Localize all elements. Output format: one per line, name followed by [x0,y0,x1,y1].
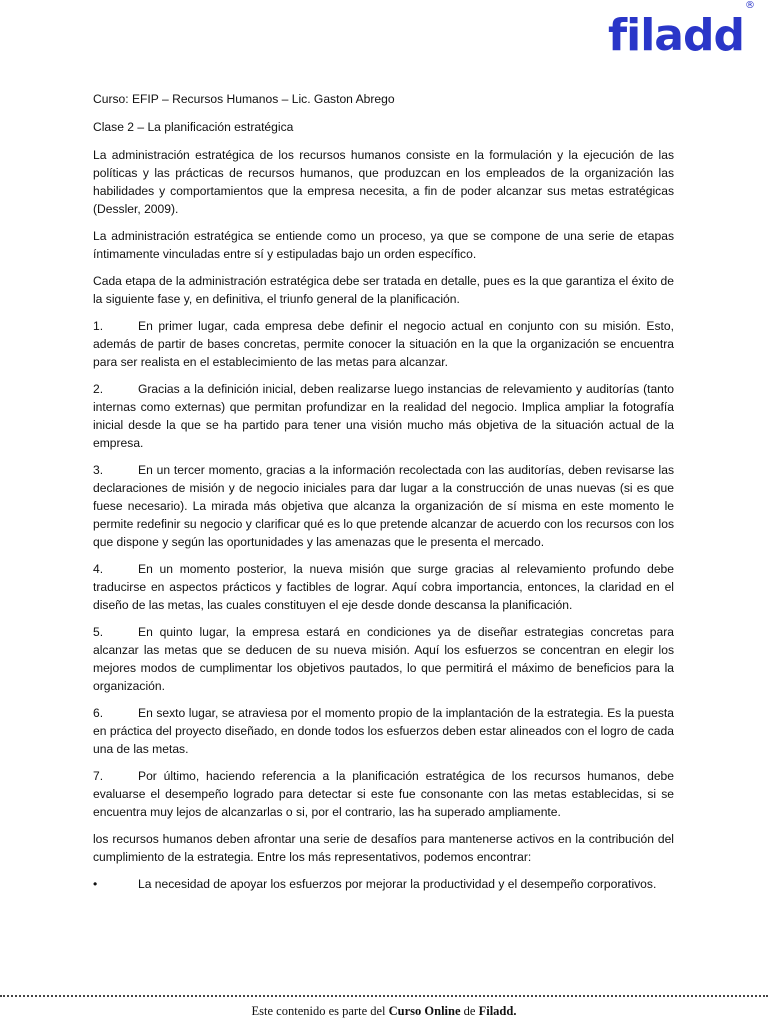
step-text: Por último, haciendo referencia a la planificación estratégica de los recursos humanos, debe evaluarse el desempeño logrado para detectar si este fue consonante con las metas establecidas, si se encuentra muy lejos de alcanzarlas o si, por el contrario, las ha superado ampliamente. [93,769,674,819]
intro-paragraph: La administración estratégica de los recursos humanos consiste en la formulación y la ejecución de las políticas y las prácticas de recursos humanos, que produzcan en los empleados de la organización las habilidades y comportamientos que la empresa necesita, a fin de poder alcanzar sus metas estratégicas (Dessler, 2009). [93,148,674,216]
bullet-item [93,875,674,893]
step-number: 2. [93,382,104,396]
step-paragraph [93,767,674,821]
step-text: En un momento posterior, la nueva misión que surge gracias al relevamiento profundo debe traducirse en aspectos prácticos y factibles de lograr. Aquí cobra importancia, entonces, la claridad en el diseño de las metas, las cuales constituyen el eje desde donde descansa la planificación. [93,562,674,612]
step-number: 3. [93,463,104,477]
step-text: Gracias a la definición inicial, deben realizarse luego instancias de relevamiento y auditorías (tanto internas como externas) que permitan profundizar en la realidad del negocio. Implica ampliar la fotografía inicial desde la que se ha partido para tener una visión mucho más objetiva de la situación actual de la empresa. [93,382,674,450]
step-text: En primer lugar, cada empresa debe definir el negocio actual en conjunto con su misión. Esto, además de partir de bases concretas, permite conocer la situación en la que la organización se encuentra para ser realista en el establecimiento de las metas para alcanzar. [93,319,674,369]
footer-divider [0,995,768,997]
course-title: Curso: EFIP – Recursos Humanos – Lic. Gaston Abrego [93,92,395,106]
bullet-text: La necesidad de apoyar los esfuerzos por mejorar la productividad y el desempeño corporativos. [138,877,657,891]
step-paragraph [93,704,674,758]
step-number: 6. [93,706,104,720]
registered-mark: ® [745,0,754,12]
step-paragraph [93,317,674,371]
step-number: 5. [93,625,104,639]
filadd-logo: filadd® [608,0,754,61]
footer-course: Curso Online [388,1004,461,1018]
step-paragraph [93,380,674,452]
step-number: 4. [93,562,104,576]
bullet-marker: • [93,877,98,891]
step-text: En quinto lugar, la empresa estará en condiciones ya de diseñar estrategias concretas para alcanzar las metas que se deducen de su nueva misión. Aquí los esfuerzos se concentran en elegir los mejores modos de cumplimentar los objetivos pautados, lo que permitirá el máximo de beneficios para la organización. [93,625,674,693]
step-text: En un tercer momento, gracias a la información recolectada con las auditorías, deben revisarse las declaraciones de misión y de negocio iniciales para dar lugar a la construcción de unas nuevas (si es que fuese necesario). La mirada más objetiva que alcanza la organización de sí misma en este momento le permite redefinir su negocio y clarificar qué es lo que pretende alcanzar de acuerdo con los recursos con los que dispone y según las oportunidades y las amenazas que le presenta el mercado. [93,463,674,549]
step-paragraph [93,461,674,551]
class-title: Clase 2 – La planificación estratégica [93,120,294,134]
document-body [93,90,674,902]
footer: Este contenido es parte del Curso Online de Filadd. [251,1004,517,1018]
intro-paragraph: Cada etapa de la administración estratégica debe ser tratada en detalle, pues es la que garantiza el éxito de la siguiente fase y, en definitiva, el triunfo general de la planificación. [93,274,674,306]
footer-brand: Filadd. [478,1004,517,1018]
step-paragraph [93,623,674,695]
step-paragraph [93,560,674,614]
step-number: 7. [93,769,104,783]
step-text: En sexto lugar, se atraviesa por el momento propio de la implantación de la estrategia. Es la puesta en práctica del proyecto diseñado, en donde todos los esfuerzos deben estar alineados con el logro de cada una de las metas. [93,706,674,756]
step-number: 1. [93,319,104,333]
challenges-intro: los recursos humanos deben afrontar una serie de desafíos para mantenerse activos en la contribución del cumplimiento de la estrategia. Entre los más representativos, podemos encontrar: [93,832,674,864]
intro-paragraph: La administración estratégica se entiende como un proceso, ya que se compone de una serie de etapas íntimamente vinculadas entre sí y estipuladas bajo un orden específico. [93,229,674,261]
